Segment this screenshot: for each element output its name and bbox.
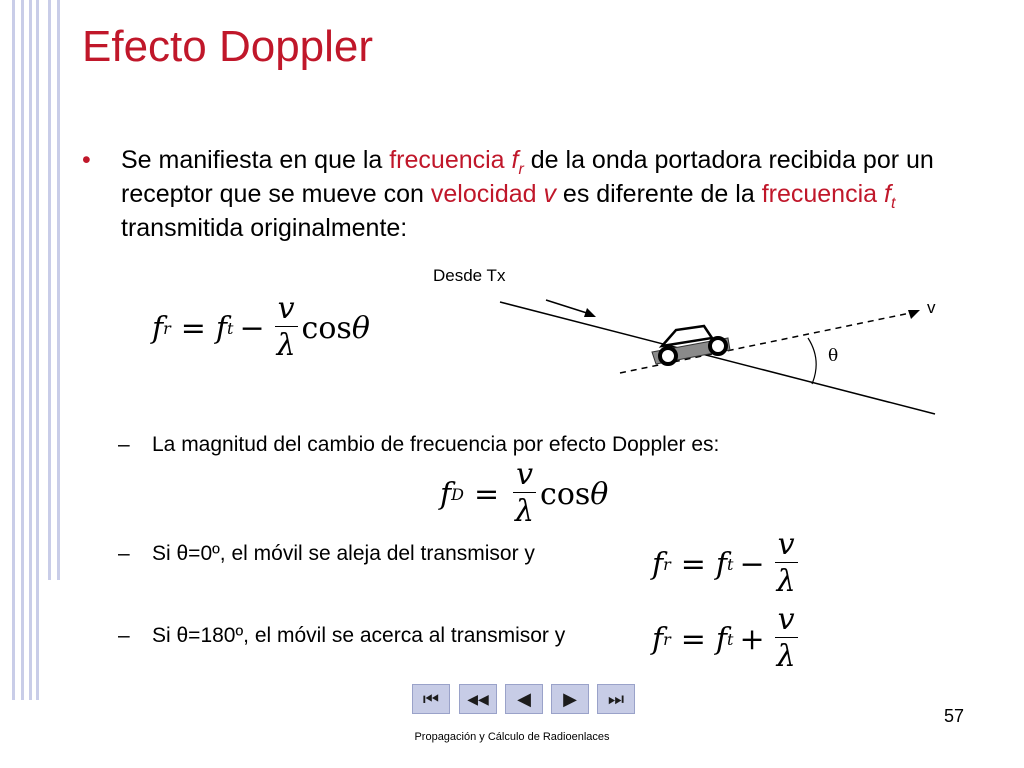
decor-line [29,0,32,700]
equation-moving-toward: f r = f t + $\frac{v}{\lambda}$ [652,602,796,674]
from-tx-arrow [546,300,590,314]
decor-line [12,0,15,700]
next-icon: ▶ [563,688,577,709]
decor-line [36,0,39,700]
decor-line [48,0,51,580]
equation-doppler-shift: f D = $\frac{v}{\lambda}$ cos θ [440,457,609,529]
velocity-arrow-head [908,310,920,319]
footer-text: Propagación y Cálculo de Radioenlaces [414,731,610,743]
fraction: $\frac{v}{\lambda}$ [276,291,296,363]
last-slide-button[interactable] [597,684,635,714]
decor-line [21,0,24,700]
angle-arc [808,338,816,384]
decor-line [57,0,60,580]
fraction: $\frac{v}{\lambda}$ [776,527,796,599]
first-icon: ⏮ [422,688,440,709]
bullet-text: Se manifiesta en que la frecuencia $f_r$ de la onda portadora recibida por un receptor que se mueve con velocidad v es diferente de la frecuencia $f_t$ transmitida originalmente: [121,146,934,242]
velocity-label: v [927,298,936,317]
page-title: Efecto Doppler [82,22,374,71]
fraction: $\frac{v}{\lambda}$ [776,602,796,674]
arrow-head [584,308,596,317]
rewind-button[interactable] [459,684,497,714]
equation-moving-away: f r = f t − $\frac{v}{\lambda}$ [652,527,796,599]
doppler-diagram [490,280,950,420]
from-tx-label: Desde Tx [433,266,506,285]
bullet-marker: • [82,146,91,174]
next-button[interactable] [551,684,589,714]
fraction: $\frac{v}{\lambda}$ [515,457,535,529]
rewind-icon: ◀◀ [467,690,489,707]
first-slide-button[interactable] [412,684,450,714]
last-icon: ⏭ [607,688,625,709]
equation-received-frequency: f r = f t − $\frac{v}{\lambda}$ cos θ [152,291,370,363]
page-number: 57 [944,706,965,726]
incoming-wave-line [500,302,935,414]
previous-icon: ◀ [517,688,531,709]
angle-label: θ [828,346,839,366]
previous-button[interactable] [505,684,543,714]
